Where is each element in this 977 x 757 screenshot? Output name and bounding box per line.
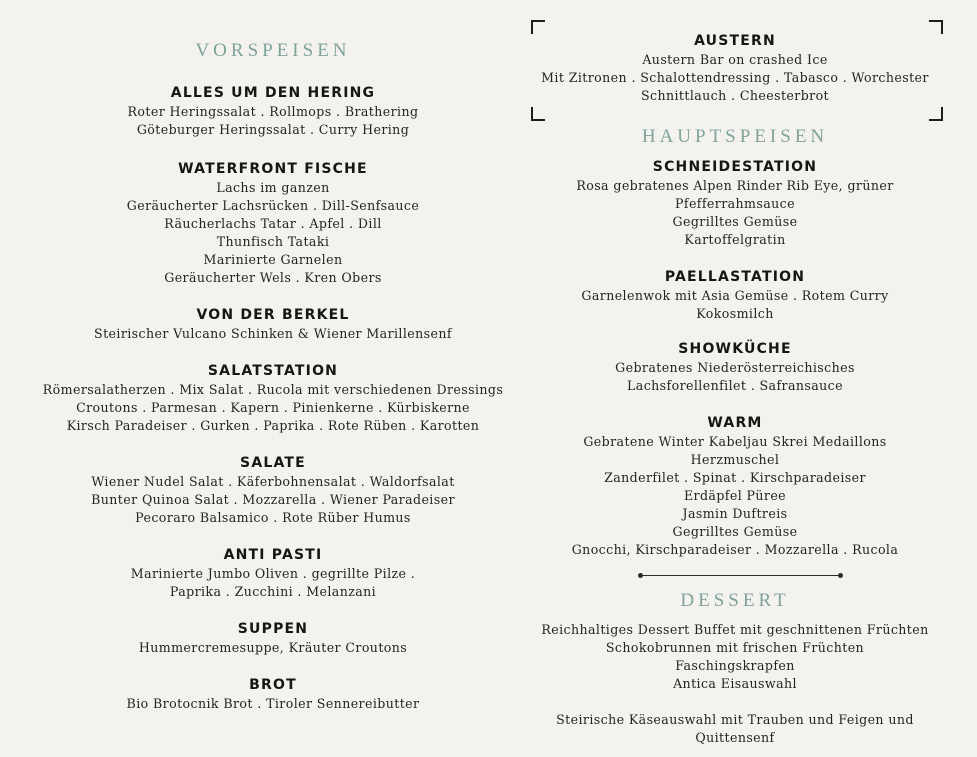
category-items xyxy=(520,287,950,323)
menu-item: Steirische Käseauswahl mit Trauben und Feigen und xyxy=(556,712,914,727)
menu-item: Kokosmilch xyxy=(696,306,774,321)
category-title: ALLES UM DEN HERING xyxy=(170,85,376,101)
category-title: BROT xyxy=(249,677,297,693)
category-items xyxy=(30,381,516,435)
menu-item: Quittensenf xyxy=(695,730,775,745)
category-title: WARM xyxy=(707,415,763,431)
section-title-dessert: DESSERT xyxy=(680,590,790,611)
frame-corner-bottom-left xyxy=(531,107,545,121)
category-title: SALATE xyxy=(240,455,306,471)
menu-item: Zanderfilet . Spinat . Kirschparadeiser xyxy=(604,470,866,485)
menu-item: Pecoraro Balsamico . Rote Rüber Humus xyxy=(135,510,411,525)
menu-item: Schnittlauch . Cheesterbrot xyxy=(640,88,830,103)
menu-item: Geräucherter Lachsrücken . Dill-Senfsauce xyxy=(126,198,420,213)
menu-item: Schokobrunnen mit frischen Früchten xyxy=(605,640,865,655)
menu-item: Kartoffelgratin xyxy=(684,232,786,247)
menu-item: Roter Heringssalat . Rollmops . Brathering xyxy=(127,104,419,119)
menu-item: Marinierte Jumbo Oliven . gegrillte Pilze . xyxy=(130,566,416,581)
menu-item: Croutons . Parmesan . Kapern . Pinienkerne . Kürbiskerne xyxy=(76,400,470,415)
menu-item: Gegrilltes Gemüse xyxy=(672,524,798,539)
menu-item: Antica Eisauswahl xyxy=(673,676,797,691)
category-items xyxy=(520,433,950,559)
menu-item: Mit Zitronen . Schalottendressing . Tabasco . Worchester xyxy=(541,70,929,85)
dessert-items xyxy=(520,621,950,693)
menu-item: Reichhaltiges Dessert Buffet mit geschnittenen Früchten xyxy=(541,622,929,637)
menu-item: Steirischer Vulcano Schinken & Wiener Marillensenf xyxy=(94,326,452,341)
menu-item: Lachsforellenfilet . Safransauce xyxy=(627,378,843,393)
menu-item: Paprika . Zucchini . Melanzani xyxy=(169,584,377,599)
divider-dot-right xyxy=(838,573,843,578)
menu-item: Marinierte Garnelen xyxy=(203,252,343,267)
menu-item: Bio Brotocnik Brot . Tiroler Sennereibutter xyxy=(126,696,420,711)
category-items xyxy=(30,695,516,713)
menu-item: Jasmin Duftreis xyxy=(682,506,788,521)
category-items xyxy=(520,359,950,395)
menu-item: Räucherlachs Tatar . Apfel . Dill xyxy=(164,216,382,231)
menu-item: Austern Bar on crashed Ice xyxy=(642,52,828,67)
category-items xyxy=(30,473,516,527)
frame-corner-bottom-right xyxy=(929,107,943,121)
section-title-vorspeisen: VORSPEISEN xyxy=(195,40,351,61)
menu-item: Wiener Nudel Salat . Käferbohnensalat . Waldorfsalat xyxy=(91,474,455,489)
menu-item: Thunfisch Tataki xyxy=(216,234,330,249)
menu-item: Gebratene Winter Kabeljau Skrei Medaillons xyxy=(583,434,887,449)
section-title-hauptspeisen: HAUPTSPEISEN xyxy=(641,126,829,147)
cheese-items xyxy=(520,711,950,747)
category-title: PAELLASTATION xyxy=(664,269,806,285)
category-title: SCHNEIDESTATION xyxy=(652,159,818,175)
category-items xyxy=(30,103,516,139)
menu-item: Kirsch Paradeiser . Gurken . Paprika . Rote Rüben . Karotten xyxy=(66,418,480,433)
category-title: VON DER BERKEL xyxy=(196,307,350,323)
menu-item: Garnelenwok mit Asia Gemüse . Rotem Curry xyxy=(581,288,889,303)
menu-item: Hummercremesuppe, Kräuter Croutons xyxy=(138,640,408,655)
menu-item: Erdäpfel Püree xyxy=(683,488,787,503)
category-title: ANTI PASTI xyxy=(223,547,323,563)
menu-item: Lachs im ganzen xyxy=(216,180,330,195)
menu-item: Gegrilltes Gemüse xyxy=(672,214,798,229)
menu-item: Gnocchi, Kirschparadeiser . Mozzarella . Rucola xyxy=(571,542,899,557)
category-items xyxy=(30,565,516,601)
category-title: WATERFRONT FISCHE xyxy=(178,161,368,177)
category-title-austern: AUSTERN xyxy=(694,33,776,49)
menu-item: Faschingskrapfen xyxy=(675,658,795,673)
category-items xyxy=(30,179,516,287)
menu-item: Bunter Quinoa Salat . Mozzarella . Wiener Paradeiser xyxy=(91,492,455,507)
menu-item: Herzmuschel xyxy=(690,452,780,467)
menu-item: Gebratenes Niederösterreichisches xyxy=(615,360,855,375)
menu-item: Pfefferrahmsauce xyxy=(675,196,795,211)
austern-items xyxy=(520,51,950,105)
menu-item: Rosa gebratenes Alpen Rinder Rib Eye, grüner xyxy=(576,178,894,193)
category-title: SUPPEN xyxy=(237,621,309,637)
category-title: SALATSTATION xyxy=(207,363,339,379)
menu-item: Römersalatherzen . Mix Salat . Rucola mit verschiedenen Dressings xyxy=(42,382,504,397)
category-items xyxy=(30,325,516,343)
category-items xyxy=(520,177,950,249)
menu-item: Geräucherter Wels . Kren Obers xyxy=(164,270,382,285)
category-items xyxy=(30,639,516,657)
menu-item: Göteburger Heringssalat . Curry Hering xyxy=(136,122,410,137)
section-divider xyxy=(641,575,840,576)
category-title: SHOWKÜCHE xyxy=(678,341,792,357)
